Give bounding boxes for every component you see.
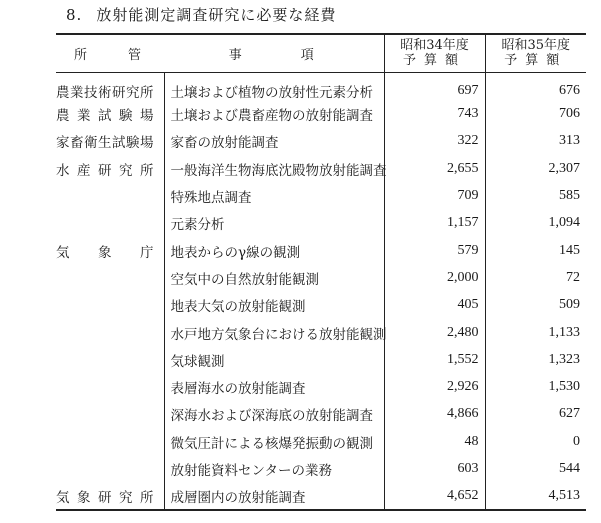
item-cell: 地表大気の放射能観測 [164, 292, 384, 319]
section-title: 放射能測定調査研究に必要な経費 [96, 6, 337, 24]
table-row [56, 292, 586, 319]
org-cell [56, 401, 164, 428]
header-fy34 [384, 34, 485, 72]
fy34-budget-cell: 4,652 [384, 483, 485, 510]
fy35-budget-cell: 1,530 [485, 373, 586, 400]
item-cell: 土壌および農畜産物の放射能調査 [164, 101, 384, 128]
org-cell [56, 346, 164, 373]
fy35-budget-cell: 676 [485, 72, 586, 101]
item-cell: 元素分析 [164, 210, 384, 237]
org-cell [56, 264, 164, 291]
table-row [56, 264, 586, 291]
org-cell [56, 292, 164, 319]
table-row [56, 155, 586, 182]
fy34-budget-cell: 603 [384, 455, 485, 482]
fy35-budget-cell: 1,094 [485, 210, 586, 237]
fy35-budget-cell: 0 [485, 428, 586, 455]
org-cell [56, 319, 164, 346]
fy35-budget-cell: 1,133 [485, 319, 586, 346]
item-cell: 土壌および植物の放射性元素分析 [164, 72, 384, 101]
fy35-budget-cell: 2,307 [485, 155, 586, 182]
org-cell [56, 210, 164, 237]
fy35-budget-cell: 72 [485, 264, 586, 291]
fy34-budget-cell: 2,655 [384, 155, 485, 182]
header-fy35 [485, 34, 586, 72]
fy35-budget-cell: 1,323 [485, 346, 586, 373]
table-row [56, 346, 586, 373]
table-row [56, 483, 586, 510]
fy34-budget-cell: 1,552 [384, 346, 485, 373]
table-row [56, 319, 586, 346]
fy35-budget-cell: 509 [485, 292, 586, 319]
fy35-budget-cell: 4,513 [485, 483, 586, 510]
fy34-budget-cell: 2,480 [384, 319, 485, 346]
fy34-budget-cell: 743 [384, 101, 485, 128]
item-cell: 深海水および深海底の放射能調査 [164, 401, 384, 428]
fy34-budget-cell: 322 [384, 128, 485, 155]
table-row [56, 101, 586, 128]
fy34-budget-cell: 405 [384, 292, 485, 319]
header-org: 所 管 [56, 34, 164, 72]
fy35-budget-cell: 706 [485, 101, 586, 128]
fy34-budget-cell: 1,157 [384, 210, 485, 237]
org-cell: 農業技術研究所 [56, 84, 154, 101]
fy35-budget-cell: 585 [485, 182, 586, 209]
item-cell: 水戸地方気象台における放射能観測 [164, 319, 384, 346]
fy35-budget-cell: 313 [485, 128, 586, 155]
fy34-budget-cell: 697 [384, 72, 485, 101]
table-row [56, 182, 586, 209]
document-title [66, 4, 336, 25]
table-row [56, 237, 586, 264]
item-cell: 微気圧計による核爆発振動の観測 [164, 428, 384, 455]
item-cell: 家畜の放射能調査 [164, 128, 384, 155]
header-fy34-label: 予算額 [402, 53, 466, 69]
fy35-budget-cell: 544 [485, 455, 586, 482]
item-cell: 地表からのγ線の観測 [164, 237, 384, 264]
budget-table [56, 33, 586, 511]
table-row [56, 428, 586, 455]
header-fy34-year: 昭和34年度 [400, 38, 469, 54]
table-row [56, 210, 586, 237]
table-body [56, 72, 586, 510]
item-cell: 特殊地点調査 [164, 182, 384, 209]
header-row [56, 34, 586, 72]
table-row [56, 455, 586, 482]
table-row [56, 373, 586, 400]
fy34-budget-cell: 709 [384, 182, 485, 209]
item-cell: 成層圏内の放射能調査 [164, 483, 384, 510]
fy34-budget-cell: 2,000 [384, 264, 485, 291]
item-cell: 放射能資料センターの業務 [164, 455, 384, 482]
org-cell [56, 182, 164, 209]
fy34-budget-cell: 579 [384, 237, 485, 264]
org-cell [56, 455, 164, 482]
fy34-budget-cell: 4,866 [384, 401, 485, 428]
org-cell: 家畜衛生試験場 [56, 135, 154, 152]
org-cell [56, 428, 164, 455]
section-number: 8. [66, 6, 83, 24]
fy34-budget-cell: 2,926 [384, 373, 485, 400]
header-fy35-label: 予算額 [504, 53, 568, 69]
org-cell: 気象庁 [56, 244, 154, 261]
header-item: 事 項 [164, 34, 384, 72]
table-row [56, 72, 586, 101]
table-row [56, 401, 586, 428]
org-cell [56, 373, 164, 400]
org-cell: 水産研究所 [56, 162, 154, 179]
header-fy35-year: 昭和35年度 [501, 38, 571, 54]
item-cell: 一般海洋生物海底沈殿物放射能調査 [164, 155, 384, 182]
fy34-budget-cell: 48 [384, 428, 485, 455]
item-cell: 表層海水の放射能調査 [164, 373, 384, 400]
org-cell: 気象研究所 [56, 483, 164, 510]
table-row [56, 128, 586, 155]
item-cell: 気球観測 [164, 346, 384, 373]
item-cell: 空気中の自然放射能観測 [164, 264, 384, 291]
fy35-budget-cell: 145 [485, 237, 586, 264]
org-cell: 農業試験場 [56, 108, 154, 125]
fy35-budget-cell: 627 [485, 401, 586, 428]
